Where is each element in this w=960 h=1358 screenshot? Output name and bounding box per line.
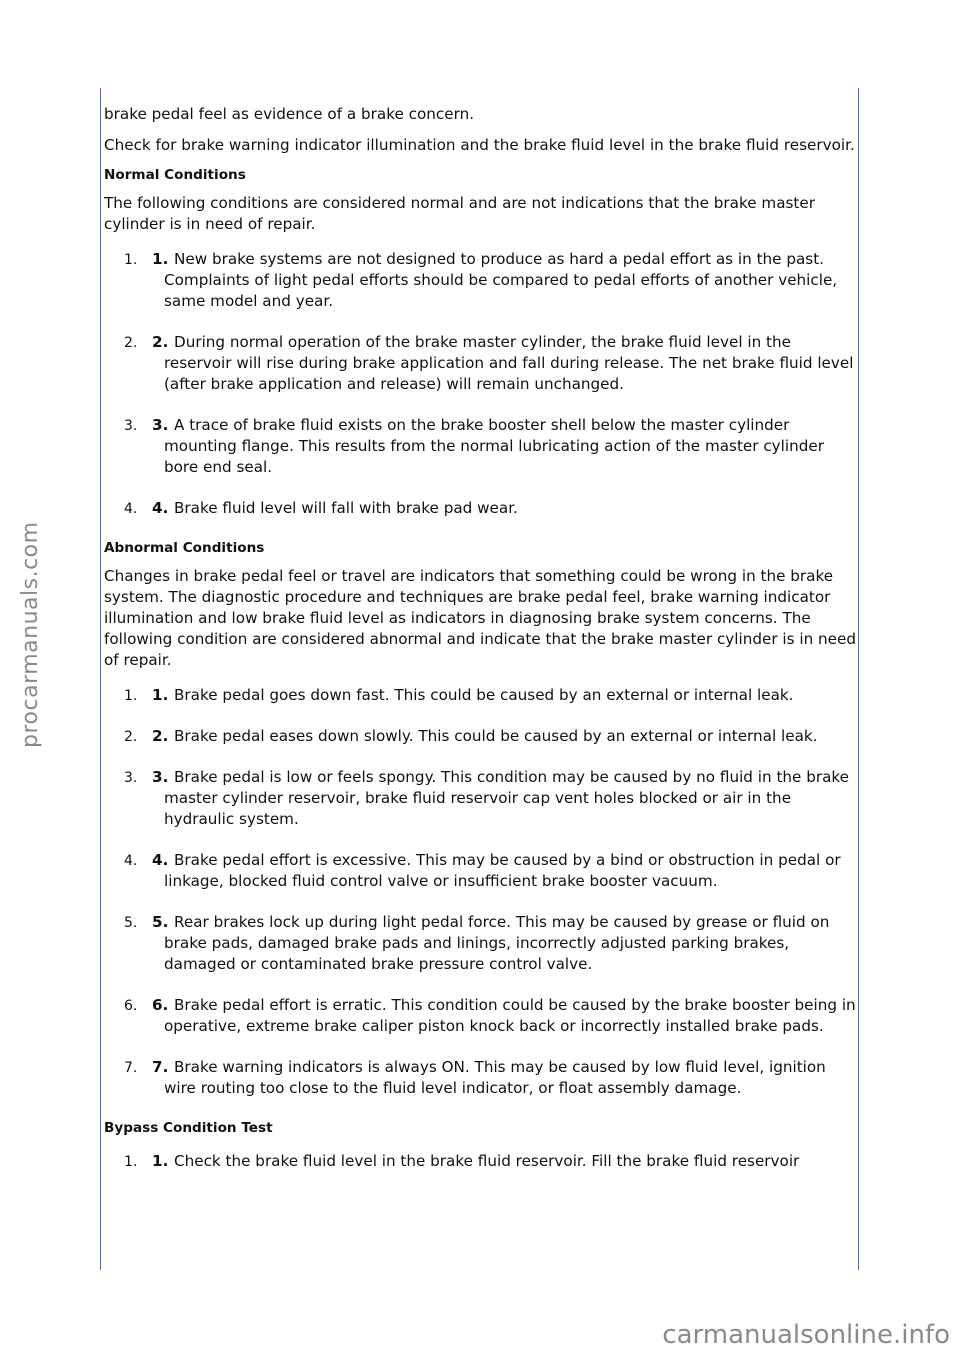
list-marker: 1.	[124, 252, 138, 268]
item-text: Brake pedal eases down slowly. This could be caused by an external or internal leak.	[174, 727, 818, 745]
item-number: 4.	[152, 851, 169, 869]
item-text: A trace of brake fluid exists on the brake booster shell below the master cylinder mounting flange. This results from the normal lubricating action of the master cylinder bore end seal.	[164, 416, 824, 476]
list-item	[104, 850, 856, 892]
list-item	[104, 415, 856, 478]
item-number: 7.	[152, 1058, 169, 1076]
page-frame-left	[100, 88, 101, 1270]
item-text: Brake warning indicators is always ON. This may be caused by low fluid level, ignition wire routing too close to the fluid level indicator, or float assembly damage.	[164, 1058, 826, 1097]
list-marker: 7.	[124, 1060, 138, 1076]
list-item	[104, 726, 856, 747]
item-number: 5.	[152, 913, 169, 931]
section-intro-abnormal: Changes in brake pedal feel or travel are indicators that something could be wrong in the brake system. The diagnostic procedure and techniques are brake pedal feel, brake warning indicator illumination and low brake fluid level as indicators in diagnosing brake system concerns. The following condition are considered abnormal and indicate that the brake master cylinder is in need of repair.	[104, 567, 856, 669]
section-intro-normal: The following conditions are considered normal and are not indications that the brake master cylinder is in need of repair.	[104, 194, 815, 233]
list-item	[104, 498, 856, 519]
list-marker: 2.	[124, 335, 138, 351]
item-number: 4.	[152, 499, 169, 517]
intro-paragraph: brake pedal feel as evidence of a brake concern.	[104, 105, 475, 123]
list-item	[104, 767, 856, 830]
list-item	[104, 912, 856, 975]
document-body	[104, 104, 856, 1192]
normal-conditions-list	[104, 249, 856, 519]
item-number: 1.	[152, 1152, 169, 1170]
item-number: 1.	[152, 686, 169, 704]
item-number: 3.	[152, 416, 169, 434]
item-text: Brake pedal effort is excessive. This may be caused by a bind or obstruction in pedal or linkage, blocked fluid control valve or insufficient brake booster vacuum.	[164, 851, 841, 890]
bypass-test-list	[104, 1151, 856, 1172]
list-marker: 4.	[124, 853, 138, 869]
item-number: 1.	[152, 250, 169, 268]
list-marker: 1.	[124, 1154, 138, 1170]
list-marker: 6.	[124, 998, 138, 1014]
item-number: 2.	[152, 333, 169, 351]
list-marker: 2.	[124, 729, 138, 745]
section-heading-normal: Normal Conditions	[104, 167, 246, 183]
list-marker: 1.	[124, 688, 138, 704]
list-marker: 5.	[124, 915, 138, 931]
list-marker: 3.	[124, 770, 138, 786]
item-text: During normal operation of the brake master cylinder, the brake fluid level in the reservoir will rise during brake application and fall during release. The net brake fluid level (after brake application and release) will remain unchanged.	[164, 333, 854, 393]
section-heading-abnormal: Abnormal Conditions	[104, 540, 265, 556]
item-text: Rear brakes lock up during light pedal force. This may be caused by grease or fluid on brake pads, damaged brake pads and linings, incorrectly adjusted parking brakes, damaged or contaminated brake pressure control valve.	[164, 913, 830, 973]
list-item	[104, 1151, 856, 1172]
item-number: 6.	[152, 996, 169, 1014]
list-item	[104, 995, 856, 1037]
item-text: New brake systems are not designed to produce as hard a pedal effort as in the past. Complaints of light pedal efforts should be compared to pedal efforts of another vehicle, same model and year.	[164, 250, 838, 310]
list-marker: 4.	[124, 501, 138, 517]
item-number: 2.	[152, 727, 169, 745]
side-watermark: procarmanuals.com	[18, 521, 43, 748]
list-item	[104, 685, 856, 706]
item-number: 3.	[152, 768, 169, 786]
list-item	[104, 1057, 856, 1099]
intro-paragraph: Check for brake warning indicator illumination and the brake fluid level in the brake fluid reservoir.	[104, 136, 855, 154]
page-frame-right	[858, 88, 859, 1270]
list-item	[104, 332, 856, 395]
list-item	[104, 249, 856, 312]
item-text: Check the brake fluid level in the brake fluid reservoir. Fill the brake fluid reservoir	[174, 1152, 800, 1170]
item-text: Brake pedal is low or feels spongy. This condition may be caused by no fluid in the brake master cylinder reservoir, brake fluid reservoir cap vent holes blocked or air in the hydraulic system.	[164, 768, 849, 828]
item-text: Brake fluid level will fall with brake pad wear.	[174, 499, 518, 517]
abnormal-conditions-list	[104, 685, 856, 1099]
list-marker: 3.	[124, 418, 138, 434]
section-heading-bypass: Bypass Condition Test	[104, 1120, 273, 1136]
item-text: Brake pedal goes down fast. This could be caused by an external or internal leak.	[174, 686, 794, 704]
item-text: Brake pedal effort is erratic. This condition could be caused by the brake booster being in operative, extreme brake caliper piston knock back or incorrectly installed brake pads.	[164, 996, 856, 1035]
bottom-watermark: carmanualsonline.info	[662, 1320, 950, 1350]
